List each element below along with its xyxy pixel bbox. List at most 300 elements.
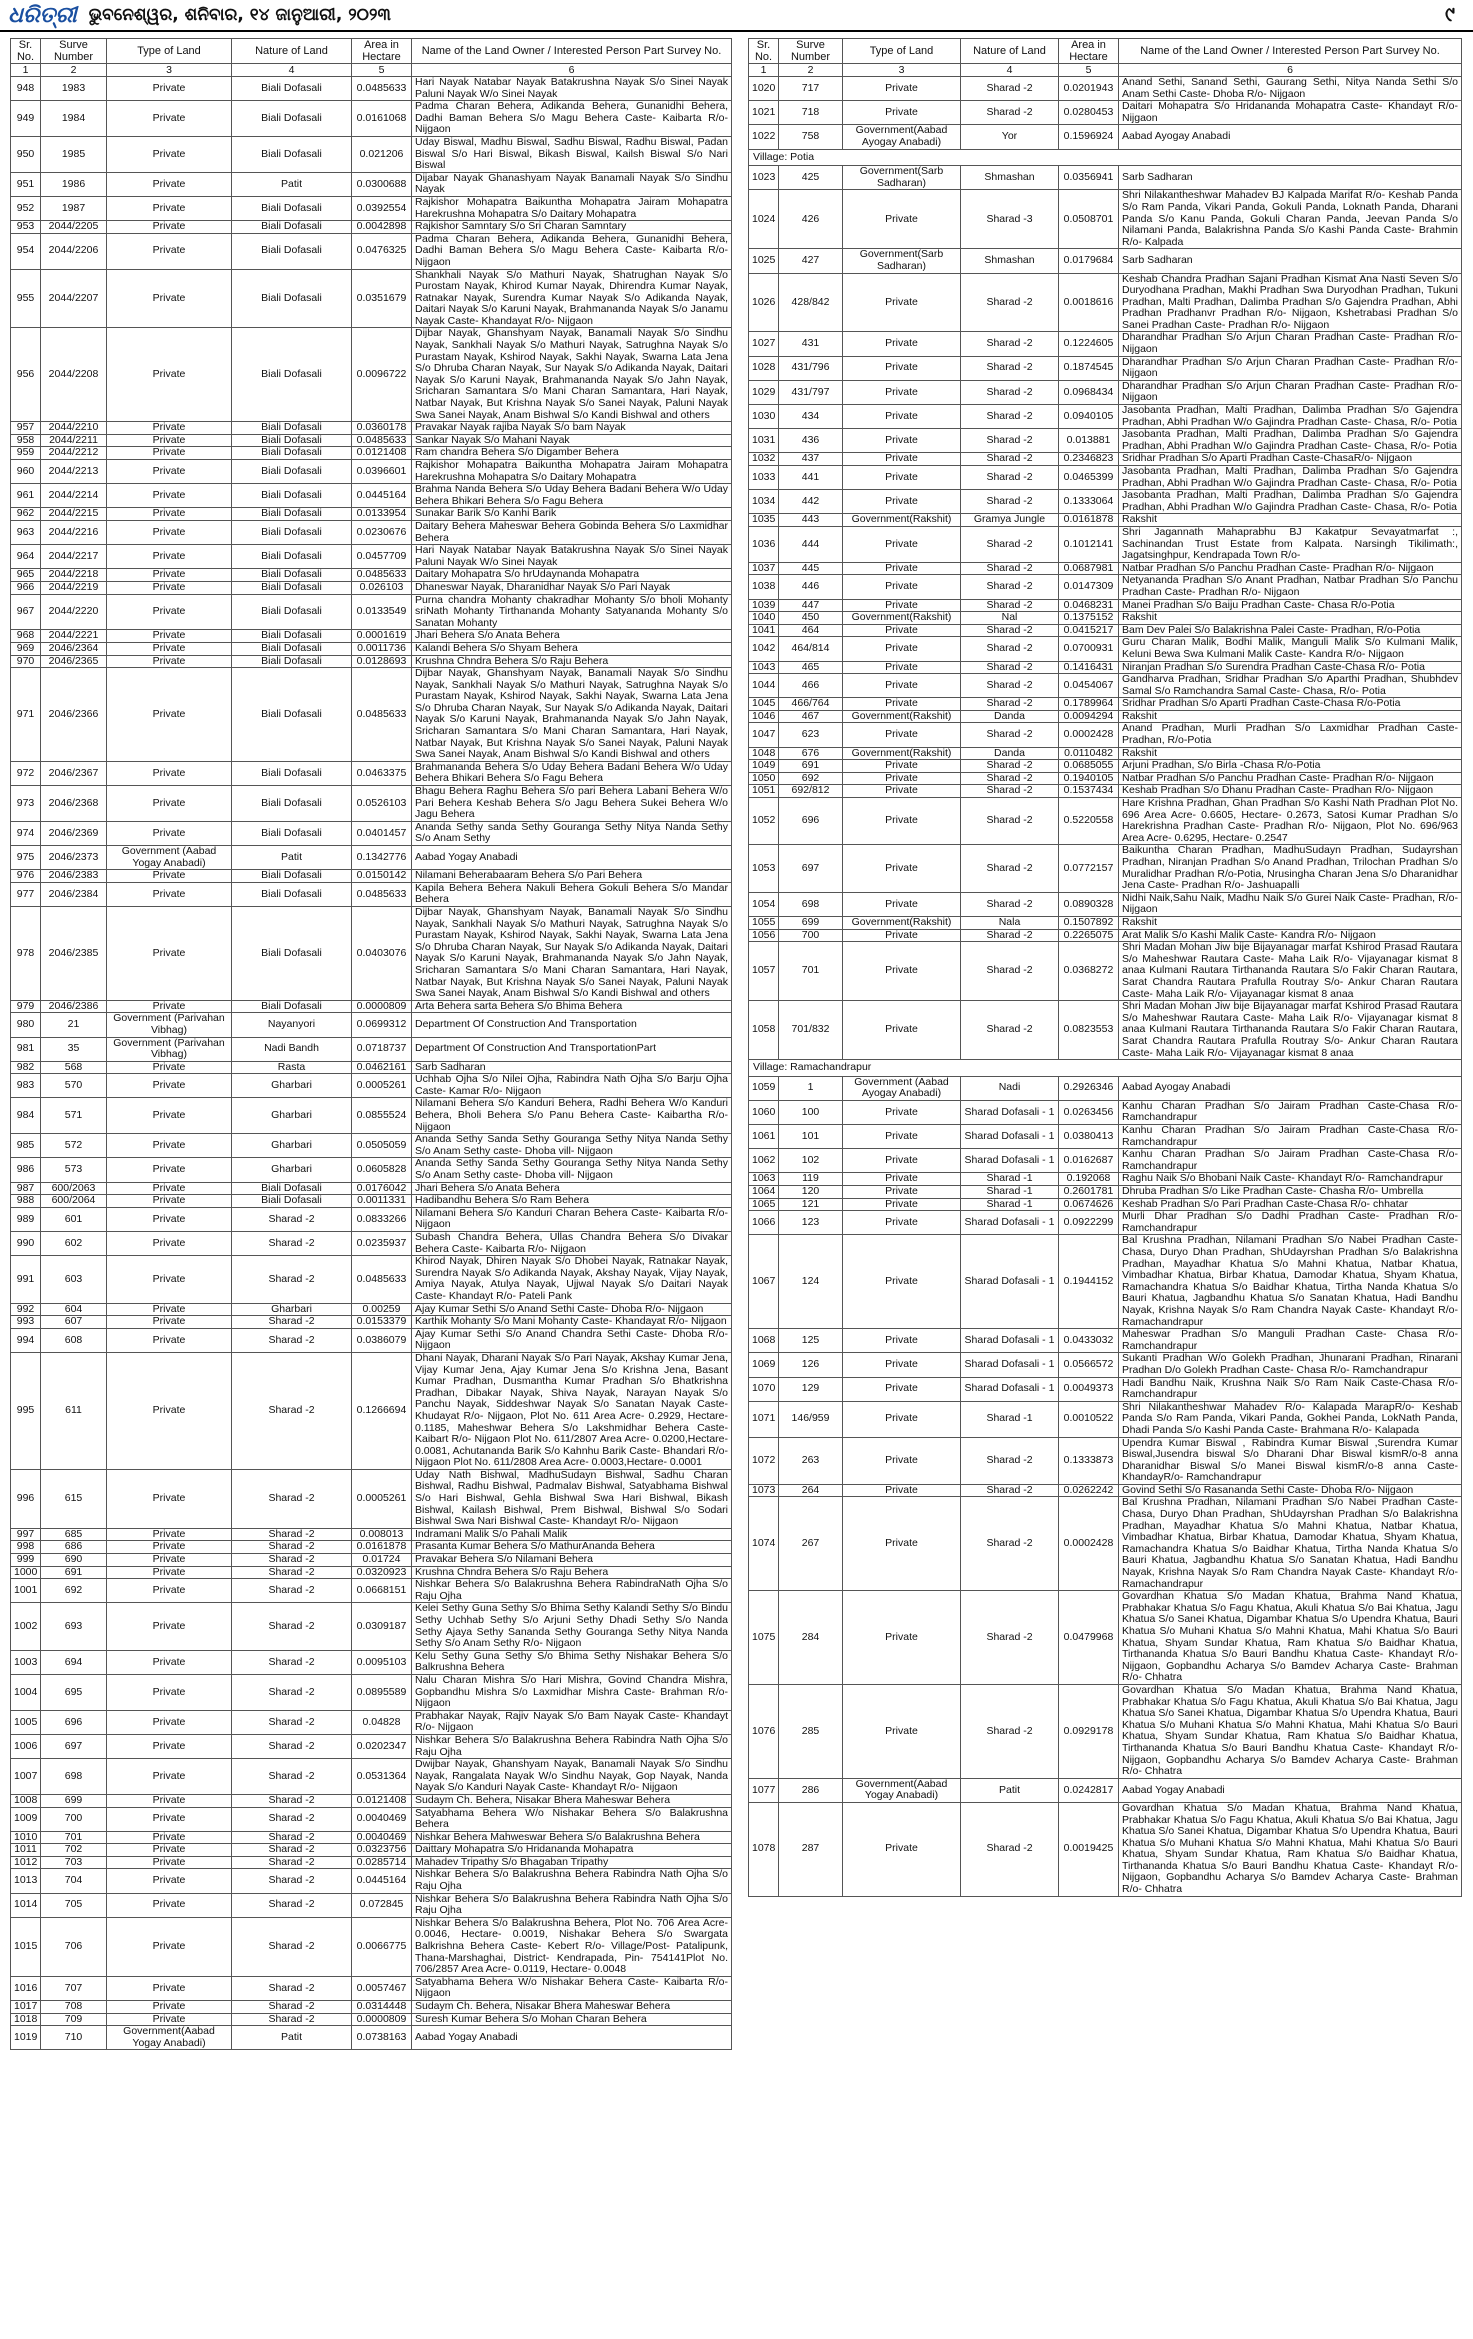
type-cell: Private — [107, 508, 232, 521]
survey-cell: 287 — [779, 1802, 843, 1896]
area-cell: 0.0242817 — [1059, 1778, 1119, 1802]
owner-cell: Karthik Mohanty S/o Mani Mohanty Caste- Khandayat R/o- Nijgaon — [412, 1316, 732, 1329]
type-cell: Private — [107, 1061, 232, 1074]
owner-cell: Kanhu Charan Pradhan S/o Jairam Pradhan Caste-Chasa R/o- Ramchandrapur — [1119, 1149, 1462, 1173]
area-cell: 0.0040469 — [352, 1807, 412, 1831]
survey-cell: 604 — [41, 1303, 107, 1316]
sr-cell: 1028 — [749, 356, 779, 380]
table-row — [11, 1759, 732, 1795]
sr-cell: 1078 — [749, 1802, 779, 1896]
area-cell: 0.0772157 — [1059, 845, 1119, 892]
area-cell: 0.0161878 — [1059, 514, 1119, 527]
table-row — [11, 1328, 732, 1352]
sr-cell: 1066 — [749, 1211, 779, 1235]
survey-cell: 2046/2367 — [41, 761, 107, 785]
nature-cell: Sharad -2 — [232, 1232, 352, 1256]
type-cell: Private — [107, 821, 232, 845]
table-row — [11, 1134, 732, 1158]
owner-cell: Nishkar Behera S/o Balakrushna Behera Rabindra Nath Ojha S/o Raju Ojha — [412, 1869, 732, 1893]
table-row — [11, 1869, 732, 1893]
table-row — [11, 172, 732, 196]
area-cell: 0.00259 — [352, 1303, 412, 1316]
type-cell: Government(Sarb Sadharan) — [843, 166, 961, 190]
table-row — [749, 1497, 1462, 1591]
type-cell: Private — [107, 520, 232, 544]
area-cell: 0.0094294 — [1059, 710, 1119, 723]
table-row — [11, 569, 732, 582]
table-row — [11, 422, 732, 435]
owner-cell: Suresh Kumar Behera S/o Mohan Charan Behera — [412, 2013, 732, 2026]
type-cell: Private — [107, 1856, 232, 1869]
sr-cell: 1065 — [749, 1198, 779, 1211]
area-cell: 0.0300688 — [352, 172, 412, 196]
table-row — [11, 447, 732, 460]
table-row — [11, 1098, 732, 1134]
owner-cell: Shri Madan Mohan Jiw bije Bijayanagar marfat Kshirod Prasad Rautara S/o Maheshwar Rautara Caste- Maha Laik R/o- Vijayanagar kismat 8 anaa Kulmani Rautara Tirthananda Rautara S/o Fakir Charan Rautara, Sarat Chandra Rautara Prafulla Routray S/o- Ankur Charan Rautara Caste- Maha Laik R/o- Vijayanagar kismat 8 anaa — [1119, 1001, 1462, 1060]
area-cell: 0.0454067 — [1059, 674, 1119, 698]
table-row — [749, 429, 1462, 453]
survey-cell: 426 — [779, 190, 843, 249]
area-cell: 0.0445164 — [352, 1869, 412, 1893]
table-row — [749, 637, 1462, 661]
survey-cell: 100 — [779, 1100, 843, 1124]
type-cell: Private — [843, 723, 961, 747]
survey-cell: 571 — [41, 1098, 107, 1134]
owner-cell: Arta Behera sarta Behera S/o Bhima Behera — [412, 1000, 732, 1013]
owner-cell: Hadi Bandhu Naik, Krushna Naik S/o Ram Naik Caste-Chasa R/o- Ramchandrapur — [1119, 1377, 1462, 1401]
owner-cell: Bhagu Behera Raghu Behera S/o pari Behera Labani Behera W/o Pari Behera Keshab Behera S/o Jagu Behera Sukei Behera W/o Jagu Behera — [412, 786, 732, 822]
owner-cell: Rajkishor Mohapatra Baikuntha Mohapatra Jairam Mohapatra Harekrushna Mohapatra S/o Daitary Mohapatra — [412, 460, 732, 484]
right-land-table-column — [748, 38, 1462, 1897]
area-cell: 0.0005261 — [352, 1469, 412, 1528]
land-table-right — [748, 38, 1462, 1897]
sr-cell: 984 — [11, 1098, 41, 1134]
owner-cell: Aabad Yogay Anabadi — [412, 846, 732, 870]
left-land-table-column — [10, 38, 732, 2050]
table-row — [749, 624, 1462, 637]
type-cell: Private — [843, 190, 961, 249]
nature-cell: Sharad -2 — [232, 2013, 352, 2026]
owner-cell: Maheswar Pradhan S/o Manguli Pradhan Caste- Chasa R/o- Ramchandrapur — [1119, 1329, 1462, 1353]
survey-cell: 434 — [779, 405, 843, 429]
survey-cell: 2044/2213 — [41, 460, 107, 484]
sr-cell: 1029 — [749, 380, 779, 404]
survey-cell: 708 — [41, 2001, 107, 2014]
sr-cell: 996 — [11, 1469, 41, 1528]
table-row — [749, 1684, 1462, 1778]
type-cell: Private — [843, 1377, 961, 1401]
area-cell: 0.0049373 — [1059, 1377, 1119, 1401]
nature-cell: Sharad -2 — [232, 1469, 352, 1528]
survey-cell: 464/814 — [779, 637, 843, 661]
sr-cell: 1006 — [11, 1734, 41, 1758]
survey-cell: 607 — [41, 1316, 107, 1329]
sr-cell: 979 — [11, 1000, 41, 1013]
table-row — [749, 1076, 1462, 1100]
type-cell: Government(Aabad Yogay Anabadi) — [843, 1778, 961, 1802]
owner-cell: Rakshit — [1119, 514, 1462, 527]
table-row — [11, 1844, 732, 1857]
sr-cell: 970 — [11, 655, 41, 668]
type-cell: Private — [843, 1125, 961, 1149]
area-cell: 0.0485633 — [352, 77, 412, 101]
owner-cell: Krushna Chndra Behera S/o Raju Behera — [412, 655, 732, 668]
area-cell: 0.0176042 — [352, 1182, 412, 1195]
survey-cell: 703 — [41, 1856, 107, 1869]
column-number: 3 — [843, 64, 961, 77]
owner-cell: Gandharva Pradhan, Sridhar Pradhan S/o Aparthi Pradhan, Shubhdev Samal S/o Ramchandra Samal Caste- Chasa, R/o- Potia — [1119, 674, 1462, 698]
sr-cell: 983 — [11, 1074, 41, 1098]
table-row — [11, 1734, 732, 1758]
type-cell: Private — [843, 929, 961, 942]
header-area: Area in Hectare — [352, 39, 412, 64]
sr-cell: 1045 — [749, 698, 779, 711]
type-cell: Private — [843, 845, 961, 892]
area-cell: 0.0386079 — [352, 1328, 412, 1352]
nature-cell: Sharad -2 — [232, 1316, 352, 1329]
nature-cell: Biali Dofasali — [232, 508, 352, 521]
survey-cell: 676 — [779, 747, 843, 760]
survey-cell: 701/832 — [779, 1001, 843, 1060]
table-row — [11, 1650, 732, 1674]
owner-cell: Kalandi Behera S/o Shyam Behera — [412, 642, 732, 655]
area-cell: 0.01724 — [352, 1554, 412, 1567]
nature-cell: Sharad Dofasali - 1 — [961, 1100, 1059, 1124]
survey-cell: 570 — [41, 1074, 107, 1098]
type-cell: Private — [843, 1186, 961, 1199]
area-cell: 0.0605828 — [352, 1158, 412, 1182]
sr-cell: 1072 — [749, 1437, 779, 1484]
table-row — [11, 1579, 732, 1603]
area-cell: 0.0380413 — [1059, 1125, 1119, 1149]
sr-cell: 1069 — [749, 1353, 779, 1377]
sr-cell: 1027 — [749, 332, 779, 356]
survey-cell: 568 — [41, 1061, 107, 1074]
survey-cell: 2044/2206 — [41, 233, 107, 269]
survey-cell: 427 — [779, 249, 843, 273]
table-row — [749, 1235, 1462, 1329]
area-cell: 0.0403076 — [352, 906, 412, 1000]
owner-cell: Mahadev Tripathy S/o Bhagaban Tripathy — [412, 1856, 732, 1869]
land-table-left — [10, 38, 732, 2050]
owner-cell: Ananda Sethy Sanda Sethy Gouranga Sethy Nitya Nanda Sethy S/o Anam Sethy caste- Dhoba vill- Nijgaon — [412, 1134, 732, 1158]
nature-cell: Sharad Dofasali - 1 — [961, 1353, 1059, 1377]
area-cell: 0.0505059 — [352, 1134, 412, 1158]
owner-cell: Jasobanta Pradhan, Malti Pradhan, Dalimba Pradhan S/o Gajendra Pradhan, Abhi Pradhan W/o Gajindra Pradhan Caste- Chasa, R/o- Potia — [1119, 429, 1462, 453]
survey-cell: 101 — [779, 1125, 843, 1149]
sr-cell: 1010 — [11, 1831, 41, 1844]
survey-cell: 437 — [779, 453, 843, 466]
nature-cell: Sharad Dofasali - 1 — [961, 1329, 1059, 1353]
type-cell: Private — [107, 668, 232, 762]
table-row — [11, 761, 732, 785]
survey-cell: 600/2064 — [41, 1195, 107, 1208]
nature-cell: Biali Dofasali — [232, 221, 352, 234]
area-cell: 0.0485633 — [352, 882, 412, 906]
owner-cell: Shri Nilakantheshwar Mahadev R/o- Kalapada MarapR/o- Keshab Panda S/o Ram Panda, Vikari Panda, Gokhei Panda, LokNath Panda, Dhadi Panda S/o Kashi Panda Caste- Brahmana R/o- Kalapada — [1119, 1401, 1462, 1437]
sr-cell: 985 — [11, 1134, 41, 1158]
type-cell: Private — [843, 1484, 961, 1497]
area-cell: 0.0121408 — [352, 1794, 412, 1807]
sr-cell: 1076 — [749, 1684, 779, 1778]
owner-cell: Sunakar Barik S/o Kanhi Barik — [412, 508, 732, 521]
area-cell: 0.0110482 — [1059, 747, 1119, 760]
owner-cell: Bam Dev Palei S/o Balakrishna Palei Caste- Pradhan, R/o-Potia — [1119, 624, 1462, 637]
sr-cell: 1041 — [749, 624, 779, 637]
left-table-body — [11, 77, 732, 2050]
owner-cell: Aabad Yogay Anabadi — [412, 2026, 732, 2050]
type-cell: Private — [107, 1844, 232, 1857]
header-survey: Surve Number — [41, 39, 107, 64]
table-row — [11, 1807, 732, 1831]
sr-cell: 999 — [11, 1554, 41, 1567]
nature-cell: Biali Dofasali — [232, 1195, 352, 1208]
type-cell: Private — [107, 1316, 232, 1329]
survey-cell: 121 — [779, 1198, 843, 1211]
nature-cell: Sharad -2 — [961, 273, 1059, 332]
column-number: 5 — [352, 64, 412, 77]
sr-cell: 1061 — [749, 1125, 779, 1149]
survey-cell: 2044/2210 — [41, 422, 107, 435]
page-number: ୯ — [1445, 2, 1455, 26]
survey-cell: 600/2063 — [41, 1182, 107, 1195]
area-cell: 0.0929178 — [1059, 1684, 1119, 1778]
owner-cell: Hadibandhu Behera S/o Ram Behera — [412, 1195, 732, 1208]
table-row — [11, 668, 732, 762]
owner-cell: Arat Malik S/o Kashi Malik Caste- Kandra R/o- Nijgaon — [1119, 929, 1462, 942]
table-row — [749, 1100, 1462, 1124]
table-row — [11, 655, 732, 668]
sr-cell: 972 — [11, 761, 41, 785]
owner-cell: Daitari Mohapatra S/o Hridananda Mohapatra Caste- Khandayt R/o- Nijgaon — [1119, 101, 1462, 125]
area-cell: 0.0323756 — [352, 1844, 412, 1857]
table-row — [749, 942, 1462, 1001]
owner-cell: Nilamani Behera S/o Kanduri Charan Behera Caste- Kaibarta R/o- Nijgaon — [412, 1207, 732, 1231]
area-cell: 0.0485633 — [352, 668, 412, 762]
table-row — [749, 575, 1462, 599]
owner-cell: Sudaym Ch. Behera, Nisakar Bhera Maheswar Behera — [412, 2001, 732, 2014]
survey-cell: 2044/2205 — [41, 221, 107, 234]
sr-cell: 1023 — [749, 166, 779, 190]
owner-cell: Nalu Charan Mishra S/o Hari Mishra, Govind Chandra Mishra, Gopbandhu Mishra S/o Laxmidhar Mishra Caste- Brahman R/o- Nijgaon — [412, 1674, 732, 1710]
survey-cell: 603 — [41, 1256, 107, 1303]
table-row — [11, 1232, 732, 1256]
nature-cell: Biali Dofasali — [232, 786, 352, 822]
type-cell: Government(Rakshit) — [843, 514, 961, 527]
owner-cell: Shri Madan Mohan Jiw bije Bijayanagar marfat Kshirod Prasad Rautara S/o Maheshwar Rautara Caste- Maha Laik R/o- Vijayanagar kismat 8 anaa Kulmani Rautara Tirthananda Rautara S/o Fakir Charan Rautara, Sarat Chandra Rautara Prafulla Routray S/o- Ankur Charan Rautara Caste- Maha Laik R/o- Vijayanagar kismat 8 anaa — [1119, 942, 1462, 1001]
sr-cell: 1056 — [749, 929, 779, 942]
table-row — [11, 1061, 732, 1074]
area-cell: 0.0150142 — [352, 870, 412, 883]
type-cell: Private — [107, 1134, 232, 1158]
type-cell: Private — [107, 1303, 232, 1316]
survey-cell: 431/797 — [779, 380, 843, 404]
nature-cell: Biali Dofasali — [232, 545, 352, 569]
survey-cell: 608 — [41, 1328, 107, 1352]
newspaper-logo: ଧରିତ୍ରୀ — [8, 2, 77, 28]
survey-cell: 694 — [41, 1650, 107, 1674]
owner-cell: Govardhan Khatua S/o Madan Khatua, Brahma Nand Khatua, Prabhakar Khatua S/o Fagu Khatua, Akuli Khatua S/o Bai Khatua, Jagu Khatua S/o Sanei Khatua, Digambar Khatua S/o Upendra Khatua, Bauri Khatua S/o Muhani Khatua S/o Mahni Khatua, Mahi Khatua S/o Bauri Khatua, Shyam Sundar Khatua, Ram Khatua S/o Baidhar Khatua, Tirthananda Khatua S/o Bauri Bandhu Khatua Caste- Khandayt R/o- Nijgaon, Gopbandhu Acharya S/o Bamdev Acharya Caste- Brahman R/o- Chhatra — [1119, 1591, 1462, 1685]
table-row — [11, 1256, 732, 1303]
owner-cell: Shri Nilakantheshwar Mahadev BJ Kalpada Marifat R/o- Keshab Panda S/o Ram Panda, Vikari Panda, Gokuli Panda, Loknath Panda, Dharani Panda S/o Kanu Panda, Gokuli Charan Panda, Jeevan Panda S/o Nilamani Panda, Balakrishna Panda S/o Kashi Panda Caste- Brahmin R/o- Kalpada — [1119, 190, 1462, 249]
sr-cell: 967 — [11, 594, 41, 630]
survey-cell: 1 — [779, 1076, 843, 1100]
survey-cell: 700 — [41, 1807, 107, 1831]
survey-cell: 2046/2369 — [41, 821, 107, 845]
survey-cell: 709 — [41, 2013, 107, 2026]
nature-cell: Danda — [961, 710, 1059, 723]
table-row — [749, 612, 1462, 625]
nature-cell: Sharad -2 — [961, 1437, 1059, 1484]
owner-cell: Rajkishor Samntary S/o Sri Charan Samntary — [412, 221, 732, 234]
nature-cell: Biali Dofasali — [232, 460, 352, 484]
type-cell: Government(Rakshit) — [843, 612, 961, 625]
nature-cell: Biali Dofasali — [232, 434, 352, 447]
nature-cell: Sharad -2 — [232, 1566, 352, 1579]
table-row — [11, 870, 732, 883]
table-row — [749, 526, 1462, 562]
area-cell: 0.0133954 — [352, 508, 412, 521]
type-cell: Private — [107, 1893, 232, 1917]
sr-cell: 1017 — [11, 2001, 41, 2014]
owner-cell: Netyananda Pradhan S/o Anant Pradhan, Natbar Pradhan S/o Panchu Pradhan Caste- Pradhan R/o- Nijgaon — [1119, 575, 1462, 599]
type-cell: Private — [107, 1674, 232, 1710]
survey-cell: 698 — [779, 892, 843, 916]
table-row — [11, 1037, 732, 1061]
area-cell: 0.0230676 — [352, 520, 412, 544]
nature-cell: Sharad -2 — [961, 723, 1059, 747]
type-cell: Private — [107, 1256, 232, 1303]
nature-cell: Sharad -2 — [232, 1352, 352, 1469]
sr-cell: 993 — [11, 1316, 41, 1329]
area-cell: 0.026103 — [352, 581, 412, 594]
survey-cell: 286 — [779, 1778, 843, 1802]
type-cell: Private — [107, 233, 232, 269]
table-row — [749, 190, 1462, 249]
type-cell: Government(Sarb Sadharan) — [843, 249, 961, 273]
nature-cell: Patit — [232, 2026, 352, 2050]
right-table-body — [749, 77, 1462, 1897]
sr-cell: 1018 — [11, 2013, 41, 2026]
nature-cell: Sharad Dofasali - 1 — [961, 1377, 1059, 1401]
type-cell: Private — [843, 405, 961, 429]
nature-cell: Sharad -2 — [232, 1807, 352, 1831]
owner-cell: Murli Dhar Pradhan S/o Dadhi Pradhan Caste- Pradhan R/o- Ramchandrapur — [1119, 1211, 1462, 1235]
nature-cell: Biali Dofasali — [232, 906, 352, 1000]
nature-cell: Biali Dofasali — [232, 77, 352, 101]
table-row — [749, 760, 1462, 773]
type-cell: Private — [843, 429, 961, 453]
owner-cell: Dhruba Pradhan S/o Like Pradhan Caste- Chasha R/o- Umbrella — [1119, 1186, 1462, 1199]
sr-cell: 948 — [11, 77, 41, 101]
type-cell: Private — [843, 356, 961, 380]
sr-cell: 1068 — [749, 1329, 779, 1353]
table-row — [11, 1976, 732, 2000]
survey-cell: 2044/2208 — [41, 328, 107, 422]
owner-cell: Rakshit — [1119, 916, 1462, 929]
sr-cell: 1040 — [749, 612, 779, 625]
type-cell: Private — [107, 655, 232, 668]
type-cell: Private — [843, 1591, 961, 1685]
owner-cell: Sarb Sadharan — [1119, 166, 1462, 190]
nature-cell: Sharad -2 — [961, 772, 1059, 785]
survey-cell: 2046/2368 — [41, 786, 107, 822]
sr-cell: 981 — [11, 1037, 41, 1061]
area-cell: 0.0368272 — [1059, 942, 1119, 1001]
nature-cell: Biali Dofasali — [232, 668, 352, 762]
sr-cell: 1077 — [749, 1778, 779, 1802]
sr-cell: 1042 — [749, 637, 779, 661]
nature-cell: Sharad Dofasali - 1 — [961, 1149, 1059, 1173]
area-cell: 0.0002428 — [1059, 1497, 1119, 1591]
owner-cell: Padma Charan Behera, Adikanda Behera, Gunanidhi Behera, Dadhi Baman Behera S/o Magu Behera Caste- Kaibarta R/o- Nijgaon — [412, 233, 732, 269]
sr-cell: 1037 — [749, 562, 779, 575]
sr-cell: 982 — [11, 1061, 41, 1074]
area-cell: 0.0457709 — [352, 545, 412, 569]
sr-cell: 1003 — [11, 1650, 41, 1674]
survey-cell: 2044/2207 — [41, 269, 107, 328]
area-cell: 0.0000809 — [352, 1000, 412, 1013]
village-heading-row — [749, 149, 1462, 166]
area-cell: 0.1333064 — [1059, 490, 1119, 514]
table-row — [11, 1831, 732, 1844]
survey-cell: 35 — [41, 1037, 107, 1061]
sr-cell: 1036 — [749, 526, 779, 562]
owner-cell: Keshab Pradhan S/o Dhanu Pradhan Caste- Pradhan R/o- Nijgaon — [1119, 785, 1462, 798]
type-cell: Private — [107, 761, 232, 785]
nature-cell: Sharad -2 — [232, 1856, 352, 1869]
survey-cell: 696 — [779, 798, 843, 845]
nature-cell: Biali Dofasali — [232, 447, 352, 460]
nature-cell: Nadi — [961, 1076, 1059, 1100]
survey-cell: 285 — [779, 1684, 843, 1778]
owner-cell: Jasobanta Pradhan, Malti Pradhan, Dalimba Pradhan S/o Gajendra Pradhan, Abhi Pradhan W/o Gajindra Pradhan Caste- Chasa, R/o- Potia — [1119, 490, 1462, 514]
owner-cell: Dhaneswar Nayak, Dharanidhar Nayak S/o Pari Nayak — [412, 581, 732, 594]
sr-cell: 990 — [11, 1232, 41, 1256]
nature-cell: Sharad -1 — [961, 1198, 1059, 1211]
survey-cell: 2044/2215 — [41, 508, 107, 521]
area-cell: 0.0922299 — [1059, 1211, 1119, 1235]
owner-cell: Kelu Sethy Guna Sethy S/o Bhima Sethy Nishakar Behera S/o Balkrushna Behera — [412, 1650, 732, 1674]
sr-cell: 1034 — [749, 490, 779, 514]
type-cell: Private — [107, 1579, 232, 1603]
area-cell: 0.0128693 — [352, 655, 412, 668]
survey-cell: 464 — [779, 624, 843, 637]
nature-cell: Biali Dofasali — [232, 1000, 352, 1013]
column-number: 1 — [11, 64, 41, 77]
nature-cell: Biali Dofasali — [232, 484, 352, 508]
type-cell: Private — [107, 101, 232, 137]
owner-cell: Hari Nayak Natabar Nayak Batakrushna Nayak S/o Sinei Nayak Paluni Nayak W/o Sinei Nayak — [412, 77, 732, 101]
owner-cell: Nilamani Beherabaaram Behera S/o Pari Behera — [412, 870, 732, 883]
area-cell: 0.0479968 — [1059, 1591, 1119, 1685]
survey-cell: 706 — [41, 1917, 107, 1976]
sr-cell: 1031 — [749, 429, 779, 453]
survey-cell: 444 — [779, 526, 843, 562]
type-cell: Private — [107, 1554, 232, 1567]
sr-cell: 1008 — [11, 1794, 41, 1807]
nature-cell: Yor — [961, 125, 1059, 149]
sr-cell: 994 — [11, 1328, 41, 1352]
owner-cell: Jasobanta Pradhan, Malti Pradhan, Dalimba Pradhan S/o Gajendra Pradhan, Abhi Pradhan W/o Gajindra Pradhan Caste- Chasa, R/o- Potia — [1119, 405, 1462, 429]
sr-cell: 1074 — [749, 1497, 779, 1591]
owner-cell: Anand Sethi, Sanand Sethi, Gaurang Sethi, Nitya Nanda Sethi S/o Anam Sethi Caste- Dhoba R/o- Nijgaon — [1119, 77, 1462, 101]
table-row — [749, 1001, 1462, 1060]
nature-cell: Sharad -2 — [232, 1674, 352, 1710]
type-cell: Private — [107, 1734, 232, 1758]
area-cell: 0.1333873 — [1059, 1437, 1119, 1484]
type-cell: Private — [843, 1401, 961, 1437]
